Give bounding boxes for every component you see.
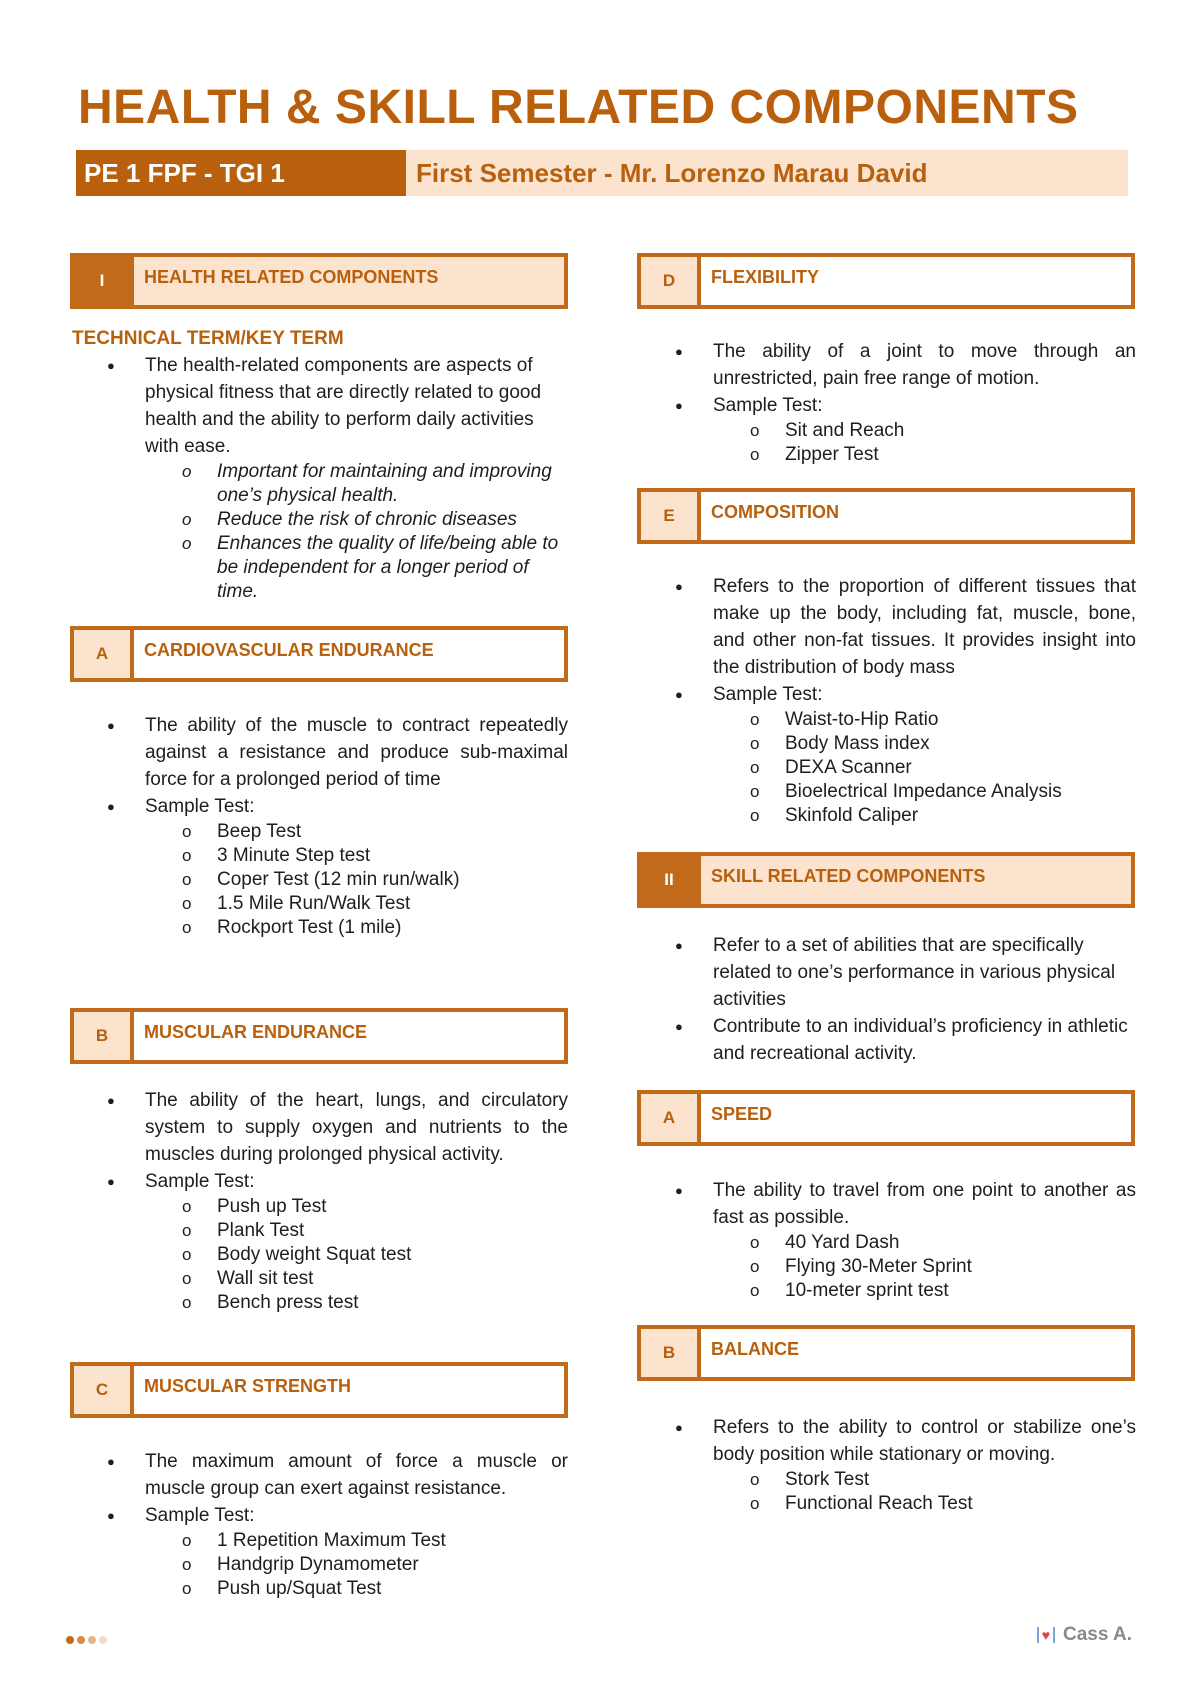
list-subitem: o Reduce the risk of chronic diseases: [72, 508, 568, 532]
list-subitem: o Bench press test: [72, 1291, 568, 1315]
flexibility-content: [640, 338, 1136, 467]
course-code: PE 1 FPF - TGI 1: [76, 150, 406, 196]
cardio-content: [72, 712, 568, 940]
composition-content: [640, 573, 1136, 828]
list-subitem: o Skinfold Caliper: [640, 804, 1136, 828]
section-letter: D: [641, 257, 701, 305]
semester-info: First Semester - Mr. Lorenzo Marau David: [416, 158, 928, 188]
balance-content: [640, 1414, 1136, 1516]
list-item: ● Sample Test:: [640, 681, 1136, 708]
list-subitem: o Handgrip Dynamometer: [72, 1553, 568, 1577]
list-subitem: o Enhances the quality of life/being able to be independent for a longer period of time.: [72, 532, 568, 604]
list-subitem: o Important for maintaining and improving one’s physical health.: [72, 460, 568, 508]
list-subitem: o 3 Minute Step test: [72, 844, 568, 868]
section-header-balance: [637, 1325, 1135, 1381]
section-heading: MUSCULAR ENDURANCE: [144, 1022, 367, 1042]
list-subitem: o 1.5 Mile Run/Walk Test: [72, 892, 568, 916]
section-heading: MUSCULAR STRENGTH: [144, 1376, 351, 1396]
section-header-cardio: [70, 626, 568, 682]
page-dots: [66, 1636, 107, 1644]
muscular-endurance-content: [72, 1087, 568, 1315]
section-header-health: [70, 253, 568, 309]
section-header-muscular-endurance: [70, 1008, 568, 1064]
section-header-flexibility: [637, 253, 1135, 309]
list-item: ● Contribute to an individual’s proficiency in athletic and recreational activity.: [640, 1013, 1136, 1067]
list-item: ● Sample Test:: [72, 1168, 568, 1195]
list-subitem: o Body weight Squat test: [72, 1243, 568, 1267]
list-subitem: o Push up/Squat Test: [72, 1577, 568, 1601]
section-letter: C: [74, 1366, 134, 1414]
list-item: ● Sample Test:: [72, 793, 568, 820]
list-item: ● Refers to the proportion of different tissues that make up the body, including fat, muscle, bone, and other non-fat tissues. It provides insight into the distribution of body mass: [640, 573, 1136, 681]
section-letter: I: [74, 257, 134, 305]
key-term-label: TECHNICAL TERM/KEY TERM: [72, 328, 344, 349]
list-item: ● The ability of the heart, lungs, and circulatory system to supply oxygen and nutrients to the muscles during prolonged physical activity.: [72, 1087, 568, 1168]
speed-content: [640, 1177, 1136, 1303]
health-content: [72, 352, 568, 604]
list-subitem: o DEXA Scanner: [640, 756, 1136, 780]
list-item: ● Refers to the ability to control or stabilize one’s body position while stationary or moving.: [640, 1414, 1136, 1468]
list-subitem: o Body Mass index: [640, 732, 1136, 756]
section-header-speed: [637, 1090, 1135, 1146]
section-heading: SPEED: [711, 1104, 773, 1124]
list-item: ● The health-related components are aspects of physical fitness that are directly related to good health and the ability to perform daily activities with ease.: [72, 352, 568, 460]
section-header-muscular-strength: [70, 1362, 568, 1418]
section-heading: HEALTH RELATED COMPONENTS: [144, 267, 439, 287]
list-subitem: o Flying 30-Meter Sprint: [640, 1255, 1136, 1279]
section-letter: B: [641, 1329, 701, 1377]
list-item: ● Sample Test:: [72, 1502, 568, 1529]
page-title: HEALTH & SKILL RELATED COMPONENTS: [78, 81, 1079, 134]
section-header-composition: [637, 488, 1135, 544]
section-letter: A: [74, 630, 134, 678]
dot-icon: [77, 1636, 85, 1644]
section-heading: BALANCE: [711, 1339, 799, 1359]
author-name: Cass A.: [1063, 1624, 1132, 1645]
list-item: ● Refer to a set of abilities that are specifically related to one’s performance in various physical activities: [640, 932, 1136, 1013]
list-subitem: o Sit and Reach: [640, 419, 1136, 443]
section-letter: A: [641, 1094, 701, 1142]
list-subitem: o Waist-to-Hip Ratio: [640, 708, 1136, 732]
section-header-skill: [637, 852, 1135, 908]
list-item: ● The ability of the muscle to contract repeatedly against a resistance and produce sub-maximal force for a prolonged period of time: [72, 712, 568, 793]
section-heading: CARDIOVASCULAR ENDURANCE: [144, 640, 434, 660]
list-subitem: o Zipper Test: [640, 443, 1136, 467]
list-subitem: o Wall sit test: [72, 1267, 568, 1291]
list-item: ● The ability to travel from one point to another as fast as possible.: [640, 1177, 1136, 1231]
list-subitem: o Bioelectrical Impedance Analysis: [640, 780, 1136, 804]
list-subitem: o Beep Test: [72, 820, 568, 844]
list-subitem: o Coper Test (12 min run/walk): [72, 868, 568, 892]
list-subitem: o Plank Test: [72, 1219, 568, 1243]
list-item: ● Sample Test:: [640, 392, 1136, 419]
section-letter: B: [74, 1012, 134, 1060]
section-letter: II: [641, 856, 701, 904]
list-item: ● The maximum amount of force a muscle or muscle group can exert against resistance.: [72, 1448, 568, 1502]
list-subitem: o 40 Yard Dash: [640, 1231, 1136, 1255]
subtitle-bar: [76, 150, 1128, 196]
list-subitem: o Stork Test: [640, 1468, 1136, 1492]
section-heading: SKILL RELATED COMPONENTS: [711, 866, 986, 886]
muscular-strength-content: [72, 1448, 568, 1601]
skill-content: [640, 932, 1136, 1067]
list-subitem: o Rockport Test (1 mile): [72, 916, 568, 940]
list-subitem: o 1 Repetition Maximum Test: [72, 1529, 568, 1553]
section-letter: E: [641, 492, 701, 540]
author-signature: [1037, 1624, 1132, 1646]
list-subitem: o Push up Test: [72, 1195, 568, 1219]
dot-icon: [66, 1636, 74, 1644]
section-heading: FLEXIBILITY: [711, 267, 819, 287]
list-subitem: o Functional Reach Test: [640, 1492, 1136, 1516]
heart-icon: ♥: [1037, 1627, 1055, 1643]
dot-icon: [88, 1636, 96, 1644]
list-subitem: o 10-meter sprint test: [640, 1279, 1136, 1303]
section-heading: COMPOSITION: [711, 502, 840, 522]
list-item: ● The ability of a joint to move through an unrestricted, pain free range of motion.: [640, 338, 1136, 392]
dot-icon: [99, 1636, 107, 1644]
